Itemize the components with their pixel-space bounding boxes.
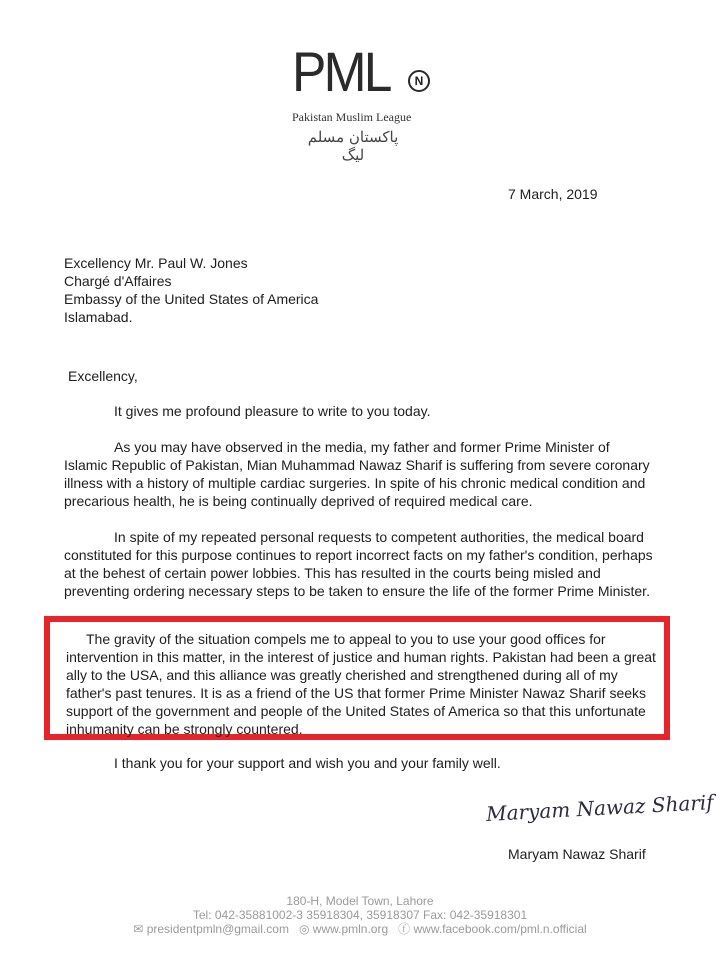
party-logo [282,40,432,164]
recipient-address [64,254,318,326]
party-name-urdu: پاکستان مسلم لیگ [307,128,399,164]
letter-date: 7 March, 2019 [508,186,598,202]
letter-footer [0,894,720,936]
facebook-icon: ⓕ [398,922,411,936]
footer-facebook-item [398,922,587,936]
body-paragraph: It gives me profound pleasure to write to you today. [114,403,431,419]
footer-phones: Tel: 042-35881002-3 35918304, 35918307 Fax: 042-35918301 [192,908,528,922]
footer-email-item [133,922,289,936]
recipient-line: Chargé d'Affaires [64,273,172,289]
highlighted-paragraph: The gravity of the situation compels me to appeal to you to use your good offices for intervention in this matter, in the interest of justice and human rights. Pakistan had been a great ally to the USA, and this alliance was greatly cherished and strengthened during all of my father's past tenures. It is as a friend of the US that former Prime Minister Nawaz Sharif seeks support of the government and people of the United States of America so that this unfortunate inhumanity can be strongly countered. [66,631,656,737]
recipient-line: Embassy of the United States of America [64,291,319,307]
footer-website-item [299,922,388,936]
email-icon: ✉ [133,922,144,936]
handwritten-signature: Maryam Nawaz Sharif [485,790,715,826]
footer-address: 180-H, Model Town, Lahore [286,894,434,908]
body-paragraph: In spite of my repeated personal requests to competent authorities, the medical board constituted for this purpose continues to report incorrect facts on my father's condition, perhaps at the behest of certain power lobbies. This has resulted in the courts being misled and preventing ordering necessary steps to be taken to ensure the life of the former Prime Minister. [64,529,653,599]
footer-website: www.pmln.org [312,922,389,936]
recipient-line: Excellency Mr. Paul W. Jones [64,255,248,271]
footer-contacts [0,922,720,936]
signer-name: Maryam Nawaz Sharif [508,846,646,862]
globe-icon: ◎ [298,922,310,936]
party-name: Pakistan Muslim League [292,110,412,124]
logo-wordmark: PML [292,40,390,103]
body-paragraph: As you may have observed in the media, my father and former Prime Minister of Islamic Republic of Pakistan, Mian Muhammad Nawaz Sharif is suffering from severe coronary illness with a history of multiple cardiac surgeries. In spite of his chronic medical condition and precarious health, he is being continually deprived of required medical care. [64,439,650,509]
footer-facebook: www.facebook.com/pml.n.official [413,922,587,936]
closing-paragraph: I thank you for your support and wish you and your family well. [114,755,501,771]
recipient-line: Islamabad. [64,309,133,325]
salutation: Excellency, [68,368,138,384]
logo-badge: N [408,70,430,92]
footer-email: presidentpmln@gmail.com [146,922,289,936]
